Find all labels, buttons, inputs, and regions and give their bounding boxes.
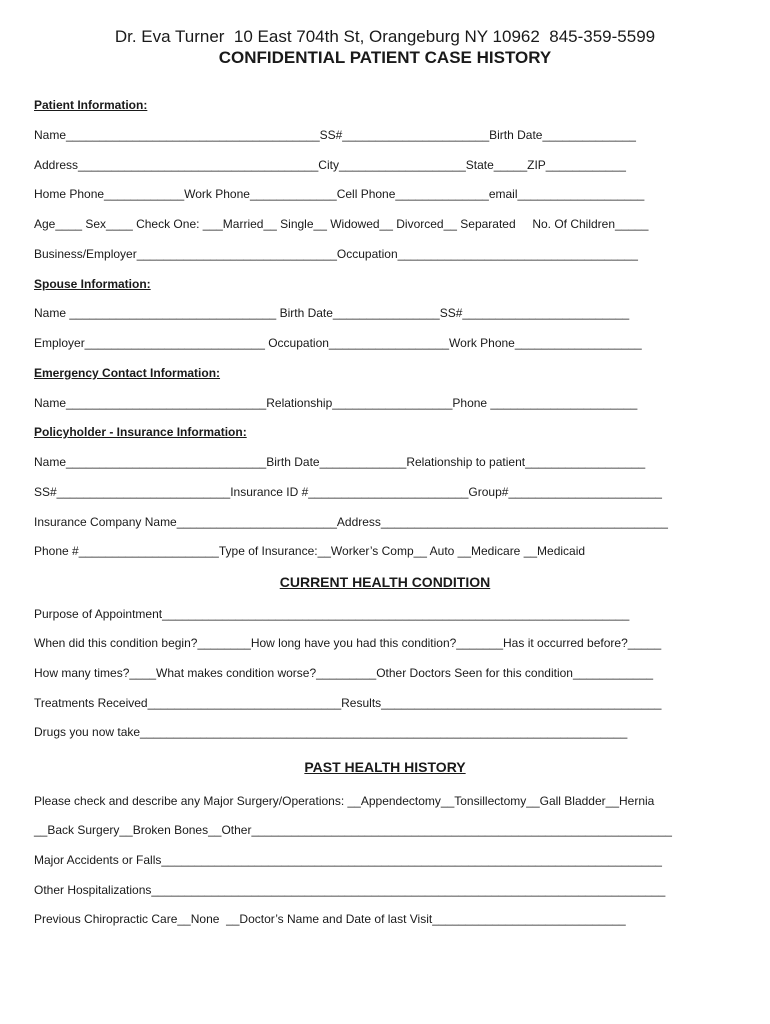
form-title: CONFIDENTIAL PATIENT CASE HISTORY [218, 48, 552, 67]
treatments-line[interactable]: Treatments Received_____________________________Results__________________________________________ [34, 696, 662, 710]
accidents-line[interactable]: Major Accidents or Falls___________________________________________________________________________ [34, 853, 662, 867]
emergency-contact-line[interactable]: Name______________________________Relationship__________________Phone ______________________ [34, 396, 638, 410]
hospitalizations-line[interactable]: Other Hospitalizations_____________________________________________________________________________ [34, 883, 666, 897]
spouse-name-line[interactable]: Name _______________________________ Birth Date________________SS#_________________________ [34, 306, 630, 320]
spouse-employer-line[interactable]: Employer___________________________ Occupation__________________Work Phone___________________ [34, 336, 642, 350]
appointment-purpose-line[interactable]: Purpose of Appointment______________________________________________________________________ [34, 607, 630, 621]
doctor-contact-line: Dr. Eva Turner 10 East 704th St, Orangeburg NY 10962 845-359-5599 [114, 27, 656, 46]
patient-address-line[interactable]: Address____________________________________City___________________State_____ZIP____________ [34, 158, 626, 172]
past-health-heading: PAST HEALTH HISTORY [304, 759, 466, 775]
current-health-heading: CURRENT HEALTH CONDITION [279, 574, 491, 590]
insurance-company-line[interactable]: Insurance Company Name________________________Address___________________________________________ [34, 515, 668, 529]
patient-phone-line[interactable]: Home Phone____________Work Phone_____________Cell Phone______________email___________________ [34, 187, 645, 201]
patient-info-heading: Patient Information: [34, 98, 148, 112]
insurance-type-line[interactable]: Phone #_____________________Type of Insurance:__Worker’s Comp__ Auto __Medicare __Medicaid [34, 544, 586, 558]
policyholder-name-line[interactable]: Name______________________________Birth Date_____________Relationship to patient__________________ [34, 455, 646, 469]
drugs-line[interactable]: Drugs you now take_________________________________________________________________________ [34, 725, 628, 739]
patient-employer-line[interactable]: Business/Employer______________________________Occupation____________________________________ [34, 247, 638, 261]
condition-frequency-line[interactable]: How many times?____What makes condition worse?_________Other Doctors Seen for this condition____________ [34, 666, 654, 680]
insurance-info-heading: Policyholder - Insurance Information: [34, 425, 247, 439]
chiropractic-care-line[interactable]: Previous Chiropractic Care__None __Doctor’s Name and Date of last Visit_____________________________ [34, 912, 626, 926]
condition-onset-line[interactable]: When did this condition begin?________How long have you had this condition?_______Has it occurred before?_____ [34, 636, 662, 650]
patient-name-line[interactable]: Name______________________________________SS#______________________Birth Date______________ [34, 128, 636, 142]
spouse-info-heading: Spouse Information: [34, 277, 151, 291]
policyholder-id-line[interactable]: SS#__________________________Insurance ID #________________________Group#_______________________ [34, 485, 662, 499]
surgery-other-line[interactable]: __Back Surgery__Broken Bones__Other_______________________________________________________________ [34, 823, 672, 837]
surgery-line[interactable]: Please check and describe any Major Surgery/Operations: __Appendectomy__Tonsillectomy__Gall Bladder__Hernia [34, 794, 655, 808]
emergency-contact-heading: Emergency Contact Information: [34, 366, 221, 380]
patient-status-line[interactable]: Age____ Sex____ Check One: ___Married__ Single__ Widowed__ Divorced__ Separated No. Of Children_____ [34, 217, 649, 231]
